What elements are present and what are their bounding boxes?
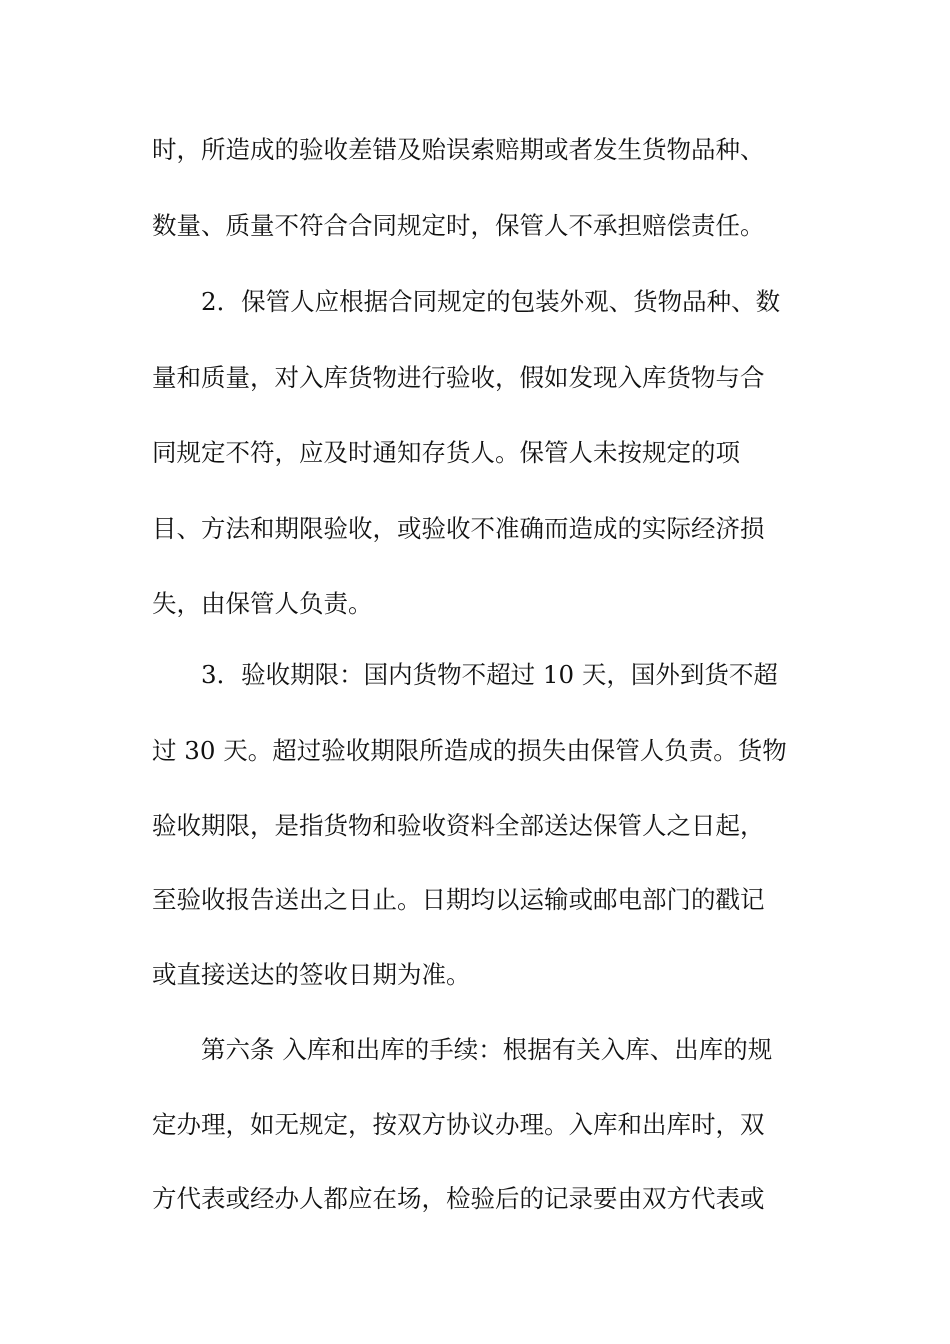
text-line: 定办理，如无规定，按双方协议办理。入库和出库时，双: [152, 1110, 765, 1139]
text-line: 失，由保管人负责。: [152, 589, 373, 618]
text-line: 目、方法和期限验收，或验收不准确而造成的实际经济损: [152, 514, 765, 543]
text-line: 量和质量，对入库货物进行验收，假如发现入库货物与合: [152, 363, 765, 392]
text-line: 方代表或经办人都应在场，检验后的记录要由双方代表或: [152, 1184, 765, 1213]
text-line: 同规定不符，应及时通知存货人。保管人未按规定的项: [152, 438, 740, 467]
text-line: 时，所造成的验收差错及贻误索赔期或者发生货物品种、: [152, 135, 765, 164]
text-line: 或直接送达的签收日期为准。: [152, 960, 471, 989]
paragraph-item-3-start: 3．验收期限：国内货物不超过 10 天，国外到货不超: [201, 660, 778, 689]
text-line: 验收期限，是指货物和验收资料全部送达保管人之日起，: [152, 811, 765, 840]
text-line: 数量、质量不符合合同规定时，保管人不承担赔偿责任。: [152, 211, 765, 240]
paragraph-item-2-start: 2．保管人应根据合同规定的包装外观、货物品种、数: [201, 287, 781, 316]
text-line: 至验收报告送出之日止。日期均以运输或邮电部门的戳记: [152, 885, 765, 914]
text-line: 过 30 天。超过验收期限所造成的损失由保管人负责。货物: [152, 736, 787, 765]
article-six-start: 第六条 入库和出库的手续：根据有关入库、出库的规: [201, 1035, 773, 1064]
